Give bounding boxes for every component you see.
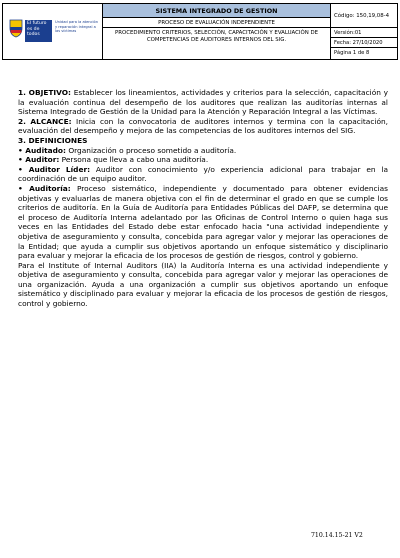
- page-number: Página 1 de 8: [334, 50, 370, 56]
- document-code: Código: 150,19,08-4: [331, 4, 397, 28]
- objective-text: Establecer los lineamientos, actividades y criterios para la selección, capacitación y la evaluación continua del desempeño de los auditores que realizan las auditorías internas al Sistema Integrado de Gestión de la Unidad para la Atención y Reparación Integral a las Víctimas.: [18, 88, 388, 117]
- definition-term: • Auditado:: [18, 145, 66, 155]
- coat-of-arms-icon: [9, 18, 23, 38]
- scope-number: 2.: [18, 116, 26, 126]
- scope-text: Inicia con la convocatoria de auditores internos y termina con la capacitación, evaluación del desempeño y mejora de las competencias de los auditores internos del SIG.: [18, 116, 388, 136]
- definitions-heading: 3. DEFINICIONES: [18, 135, 88, 145]
- definition-text: Proceso sistemático, independiente y documentado para obtener evidencias objetivas y evaluarlas de manera objetiva con el fin de determinar el grado en que se cumple los criterios de auditoría. En la Guía de Auditoría para Entidades Públicas del DAFP, se determina que el proceso de Auditoría Interna adelantado por las Oficinas de Control Interno o quien haga sus veces en las Entidades del Estado debe estar enfocado hacia "una actividad independiente y objetiva de aseguramiento y consulta, concebida para agregar valor y mejorar las operaciones de la Entidad; que ayuda a cumplir sus objetivos aportando un enfoque sistemático y disciplinario para evaluar y mejorar la eficacia de los procesos de gestión de riesgos, control y gobierno.: [18, 183, 389, 261]
- procedure-name: PROCEDIMIENTO CRITERIOS, SELECCIÓN, CAPACITACIÓN Y EVALUACIÓN DE COMPETENCIAS DE AUDITORES INTERNOS DEL SIG.: [114, 30, 319, 43]
- definition-text: Persona que lleva a cabo una auditoría.: [61, 155, 209, 165]
- iia-paragraph: Para el Institute of Internal Auditors (IIA) la Auditoría Interna es una actividad independiente y objetiva de aseguramiento y consulta, concebida para agregar valor y mejorar las operaciones de una organización. Ayuda a una organización a cumplir sus objetivos aportando un enfoque sistemático y disciplinado para evaluar y mejorar la eficacia de los procesos de gestión de riesgos, control y gobierno.: [18, 260, 388, 309]
- objective-label: OBJETIVO:: [28, 88, 72, 97]
- process-name: PROCESO DE EVALUACIÓN INDEPENDIENTE: [103, 18, 330, 28]
- logo-unit-name: Unidad para la atención y reparación integral a las víctimas: [55, 20, 99, 34]
- section-objective: [18, 88, 388, 117]
- document-date: Fecha: 27/10/2020: [331, 38, 397, 48]
- header-middle: [103, 4, 331, 59]
- footer-code: 710.14.15-21 V2: [311, 532, 363, 539]
- document-version: Versión:01: [331, 28, 397, 38]
- header-right: [331, 4, 397, 59]
- document-header: [2, 3, 398, 60]
- definition-auditoria: [18, 184, 388, 261]
- objective-number: 1.: [18, 88, 26, 97]
- definition-text: Organización o proceso sometido a auditoría.: [68, 145, 237, 155]
- logo-cell: [3, 4, 103, 59]
- definition-term: • Auditor:: [18, 155, 60, 165]
- section-scope: [18, 117, 388, 136]
- document-body: [18, 88, 388, 309]
- scope-label: ALCANCE:: [30, 116, 72, 126]
- system-title: SISTEMA INTEGRADO DE GESTION: [103, 4, 330, 18]
- definition-auditor-lider: [18, 165, 388, 184]
- definition-term: • Auditoría:: [18, 183, 71, 193]
- entity-logo: [9, 16, 99, 48]
- definition-term: • Auditor Líder:: [18, 164, 91, 174]
- definition-auditado: [18, 146, 388, 156]
- definition-auditor: [18, 155, 388, 165]
- definition-text: Auditor con conocimiento y/o experiencia adicional para trabajar en la coordinación de un equipo auditor.: [18, 164, 388, 184]
- logo-slogan-box: El futuro es de todos: [25, 20, 52, 42]
